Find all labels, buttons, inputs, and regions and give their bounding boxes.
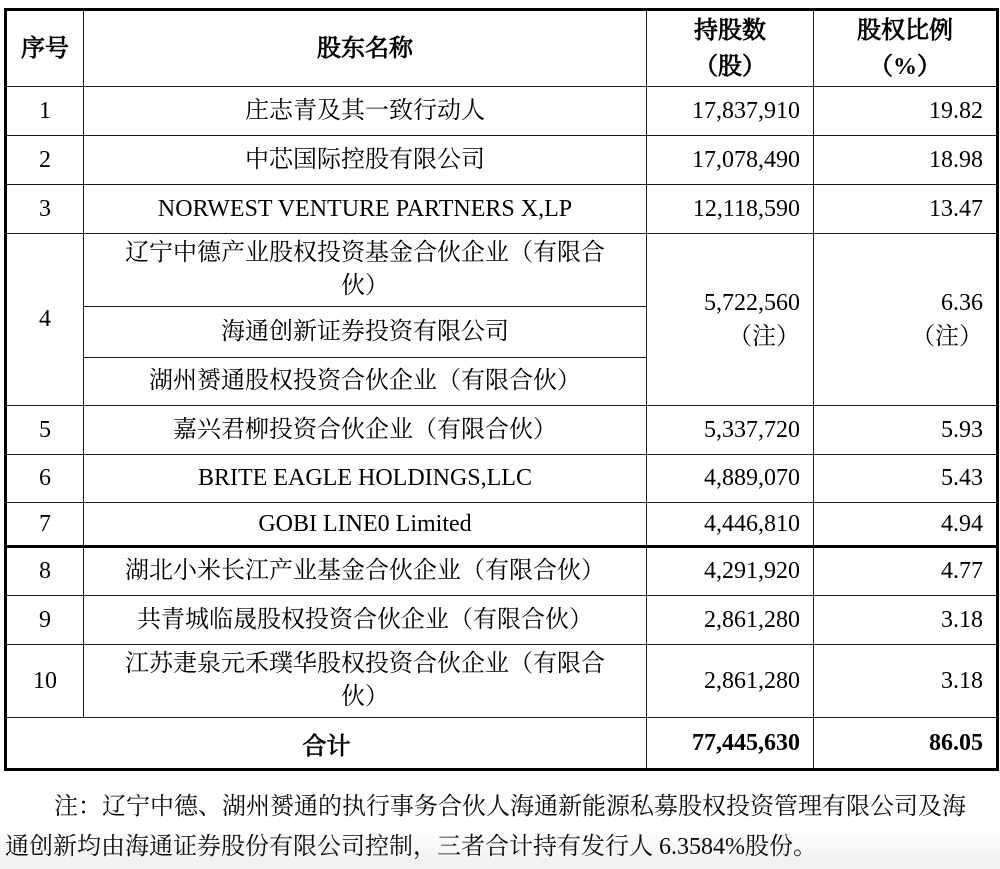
shareholder-table [4, 8, 999, 771]
shares-cell: 4,446,810 [647, 503, 814, 547]
table-row [6, 645, 998, 718]
shares-cell: 2,861,280 [647, 596, 814, 645]
shares-cell: 17,078,490 [647, 136, 814, 185]
header-shares-line1: 持股数 [694, 17, 766, 44]
ratio-cell: 3.18 [814, 645, 998, 718]
shareholder-name-cell: 湖北小米长江产业基金合伙企业（有限合伙） [84, 547, 647, 596]
ratio-cell: 4.94 [814, 503, 998, 547]
table-row [6, 406, 998, 455]
shareholder-name-cell: 共青城临晟股权投资合伙企业（有限合伙） [84, 596, 647, 645]
ratio-note-marker: （注） [911, 323, 983, 350]
table-row [6, 136, 998, 185]
shareholder-name-cell: 海通创新证券投资有限公司 [84, 307, 647, 358]
header-ratio-line2: （%） [869, 53, 941, 80]
serial-cell: 2 [6, 136, 84, 185]
shareholder-name-cell: GOBI LINE0 Limited [84, 503, 647, 547]
header-ratio [814, 10, 998, 87]
ratio-cell: 5.93 [814, 406, 998, 455]
ratio-cell: 4.77 [814, 547, 998, 596]
header-shares-line2: （股） [694, 53, 766, 80]
ratio-value: 6.36 [941, 289, 983, 316]
serial-cell: 3 [6, 185, 84, 234]
shares-cell: 4,889,070 [647, 455, 814, 503]
serial-cell: 10 [6, 645, 84, 718]
header-serial: 序号 [6, 10, 84, 87]
header-shareholder-name: 股东名称 [84, 10, 647, 87]
ratio-cell: 5.43 [814, 455, 998, 503]
table-row [6, 503, 998, 547]
document-page [0, 8, 1000, 869]
total-ratio-cell: 86.05 [814, 718, 998, 770]
table-row [6, 455, 998, 503]
ratio-cell-merged [814, 234, 998, 406]
table-row [6, 87, 998, 136]
serial-cell: 8 [6, 547, 84, 596]
serial-cell: 5 [6, 406, 84, 455]
header-shares [647, 10, 814, 87]
shareholder-name-cell: 江苏疌泉元禾璞华股权投资合伙企业（有限合伙） [84, 645, 647, 718]
shares-note-marker: （注） [728, 323, 800, 350]
shares-value: 5,722,560 [704, 289, 800, 316]
table-row [6, 547, 998, 596]
shareholder-name-cell: BRITE EAGLE HOLDINGS,LLC [84, 455, 647, 503]
ratio-cell: 18.98 [814, 136, 998, 185]
table-row-group-4a [6, 234, 998, 307]
shares-cell: 17,837,910 [647, 87, 814, 136]
serial-cell: 1 [6, 87, 84, 136]
table-row [6, 185, 998, 234]
shares-cell: 12,118,590 [647, 185, 814, 234]
footnote-line1: 注：辽宁中德、湖州赟通的执行事务合伙人海通新能源私募股权投资管理有限公司及海 [54, 794, 966, 820]
serial-cell: 4 [6, 234, 84, 406]
footnote [5, 787, 997, 867]
shareholder-name-cell: 中芯国际控股有限公司 [84, 136, 647, 185]
shares-cell: 5,337,720 [647, 406, 814, 455]
shares-cell-merged [647, 234, 814, 406]
footnote-line2: 通创新均由海通证券股份有限公司控制，三者合计持有发行人 6.3584%股份。 [5, 834, 817, 860]
ratio-cell: 19.82 [814, 87, 998, 136]
shares-cell: 4,291,920 [647, 547, 814, 596]
ratio-cell: 3.18 [814, 596, 998, 645]
shares-cell: 2,861,280 [647, 645, 814, 718]
shareholder-name-cell: 庄志青及其一致行动人 [84, 87, 647, 136]
table-row [6, 596, 998, 645]
shareholder-name-cell: NORWEST VENTURE PARTNERS X,LP [84, 185, 647, 234]
total-shares-cell: 77,445,630 [647, 718, 814, 770]
header-ratio-line1: 股权比例 [857, 17, 953, 44]
ratio-cell: 13.47 [814, 185, 998, 234]
shareholder-name-cell: 嘉兴君柳投资合伙企业（有限合伙） [84, 406, 647, 455]
header-row [6, 10, 998, 87]
total-label-cell: 合计 [6, 718, 647, 770]
serial-cell: 6 [6, 455, 84, 503]
total-row [6, 718, 998, 770]
shareholder-name-cell: 湖州赟通股权投资合伙企业（有限合伙） [84, 358, 647, 406]
serial-cell: 9 [6, 596, 84, 645]
serial-cell: 7 [6, 503, 84, 547]
shareholder-name-cell: 辽宁中德产业股权投资基金合伙企业（有限合伙） [84, 234, 647, 307]
